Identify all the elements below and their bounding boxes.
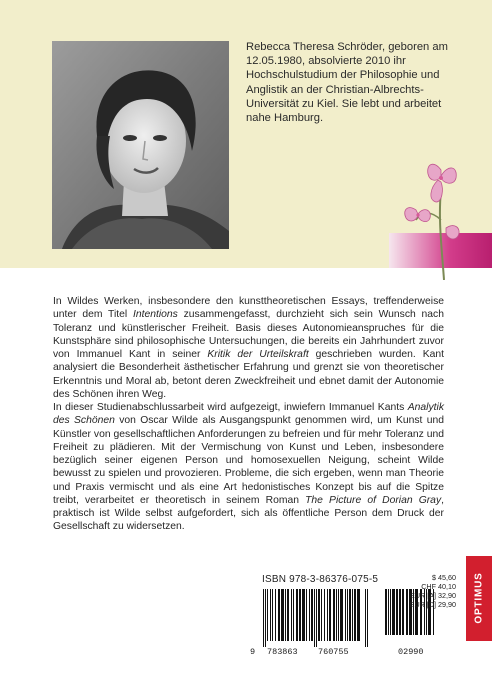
blurb-title-intentions: Intentions <box>132 309 178 321</box>
barcode-bar <box>324 589 325 641</box>
barcode-bar <box>275 589 276 641</box>
barcode-bar <box>349 589 351 641</box>
barcode-bar <box>311 589 313 641</box>
barcode-bar <box>318 589 320 641</box>
barcode-guard-bar <box>316 589 317 647</box>
blurb-paragraph-2 <box>53 401 444 534</box>
barcode-guard-bar <box>367 589 368 647</box>
barcode-bar <box>285 589 286 641</box>
barcode-bar <box>388 589 389 635</box>
barcode-guard-bar <box>314 589 315 647</box>
barcode-bar <box>302 589 305 641</box>
barcode-bar <box>357 589 360 641</box>
barcode-bar <box>309 589 310 641</box>
barcode-bar <box>338 589 339 641</box>
barcode-bar <box>293 589 294 641</box>
orchid-illustration <box>386 150 486 280</box>
author-portrait-image <box>52 41 229 249</box>
blurb-title-dorian-gray: The Picture of Dorian Gray <box>305 494 442 506</box>
price-eur-d: EUR [D] 29,90 <box>409 600 456 609</box>
barcode-bar <box>336 589 337 641</box>
barcode-digits-right: 760755 <box>318 647 349 657</box>
barcode-digit-lead: 9 <box>250 647 256 657</box>
barcode-digits-left: 783863 <box>267 647 298 657</box>
blurb-text-span: In Wildes Werken, insbesondere den kunsttheoretischen Essays, treffenderweise unter dem Titel <box>53 296 444 321</box>
barcode-bar <box>267 589 268 641</box>
barcode-bar <box>390 589 391 635</box>
barcode-bar <box>352 589 353 641</box>
isbn-label: ISBN 978-3-86376-075-5 <box>262 574 379 585</box>
barcode-bar <box>306 589 307 641</box>
barcode-bar <box>321 589 322 641</box>
barcode-bar <box>329 589 331 641</box>
price-chf: CHF 40,10 <box>421 582 456 591</box>
publisher-name: OPTIMUS <box>473 572 485 624</box>
barcode-bar <box>399 589 401 635</box>
author-photo <box>52 41 229 249</box>
price-eur-a: EUR [A] 32,90 <box>410 591 456 600</box>
barcode-bar <box>392 589 395 635</box>
barcode-guard-bar <box>263 589 264 647</box>
price-usd: $ 45,60 <box>432 573 456 582</box>
barcode-bar <box>296 589 298 641</box>
barcode-bar <box>287 589 289 641</box>
barcode-bar <box>281 589 284 641</box>
barcode-digits-addon: 02990 <box>398 647 424 657</box>
barcode-bar <box>340 589 343 641</box>
barcode-bar <box>327 589 328 641</box>
barcode-guard-bar <box>365 589 366 647</box>
barcode-bar <box>272 589 273 641</box>
blurb-text-span: In dieser Studienabschlussarbeit wird aufgezeigt, inwiefern Immanuel Kants <box>53 402 408 413</box>
barcode-bar <box>396 589 398 635</box>
blurb-text-span: , praktisch ist Wilde selbst aufgefordert, sich als öffentliche Person dem Druck der Gesellschaft zu widersetzen. <box>53 494 444 533</box>
blurb-title-analytik: Analytik des Schönen <box>53 402 444 427</box>
barcode-bar <box>299 589 301 641</box>
author-bio: Rebecca Theresa Schröder, geboren am 12.05.1980, absolvierte 2010 ihr Hochschulstudium der Philosophie und Anglistik an der Christian-Albrechts-Universität zu Kiel. Sie lebt und arbeitet nahe Hamburg. <box>246 41 448 125</box>
blurb-title-kritik: Kritik der Urteilskraft <box>207 349 309 360</box>
barcode-bar <box>278 589 280 641</box>
blurb-text-span: zusammengefasst, durchzieht sich sein Wunsch nach Toleranz und künstlerischer Freiheit. Basis dieses Autonomieanspruches für die Kunstsphäre sind philosophische Untersuchungen, die bereits ein Jahrhundert zuvor von Immanuel Kant in seiner <box>53 309 444 360</box>
barcode-bar <box>347 589 348 641</box>
barcode-bar <box>270 589 271 641</box>
barcode-bar <box>385 589 387 635</box>
price-list <box>404 573 456 609</box>
publisher-tab <box>466 556 492 641</box>
blurb-text <box>53 295 444 534</box>
blurb-text-span: geschrieben wurden. Kant analysiert die Besonderheit ästhetischer Erfahrung und grenzt sie von theoretischer Erkenntnis und Moral ab, betont deren Zweckfreiheit und ebnet damit der Autonomie des Schönen ihren Weg. <box>53 349 444 400</box>
barcode-bar <box>291 589 292 641</box>
blurb-paragraph-1 <box>53 295 444 401</box>
barcode-guard-bar <box>265 589 266 647</box>
barcode-bar <box>354 589 356 641</box>
blurb-text-span: von Oscar Wilde als Ausgangspunkt genommen wird, um Kunst und Künstler von gesellschaftlichen Anforderungen zu befreien und für mehr Toleranz und Freiheit zu plädieren. Mit der Vermischung von Kunst und Leben, insbesondere bezüglich seiner eigenen Person und homosexuellen Neigung, scheint Wilde bewusst zu spielen und provozieren. Probleme, die sich ergeben, wenn man Theorie und Praxis vermischt und als eine Art hedonistisches Konzept bis auf die Spitze treibt, verarbeitet er theoretisch in seinem Roman <box>53 415 444 506</box>
barcode-bar <box>345 589 346 641</box>
barcode-bar <box>333 589 335 641</box>
